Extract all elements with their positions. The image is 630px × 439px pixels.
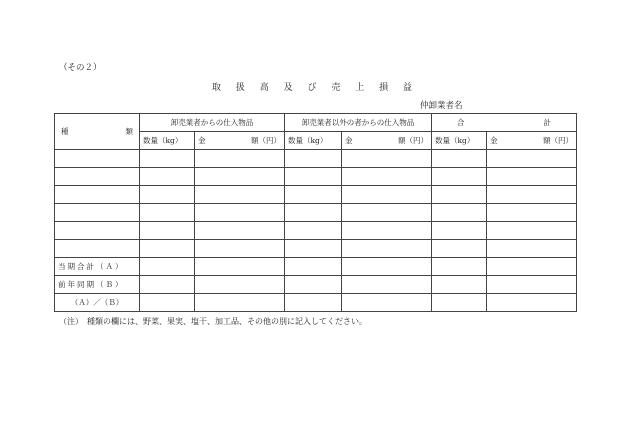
summary-row-ratio: [55, 294, 577, 312]
amount-header: 金 額（円）: [487, 132, 577, 150]
kind-header: 種 類: [55, 114, 140, 150]
page-label: （その２）: [59, 63, 102, 73]
summary-label: 当期合計（Ａ）: [55, 258, 140, 276]
group-header-wholesaler: 卸売業者からの仕入物品: [140, 114, 285, 132]
kind-cell[interactable]: [55, 186, 140, 204]
quantity-header: 数量（kg）: [285, 132, 342, 150]
table-row: [55, 168, 577, 186]
kind-cell[interactable]: [55, 168, 140, 186]
kind-cell[interactable]: [55, 222, 140, 240]
table-row: [55, 186, 577, 204]
table-row: [55, 204, 577, 222]
sales-ledger-table: [54, 113, 577, 312]
document-title: 取 扱 高 及 び 売 上 損 益: [212, 83, 418, 93]
group-header-non-wholesaler: 卸売業者以外の者からの仕入物品: [285, 114, 432, 132]
amount-header: 金 額（円）: [195, 132, 285, 150]
table-row: [55, 150, 577, 168]
kind-cell[interactable]: [55, 240, 140, 258]
quantity-header: 数量（kg）: [140, 132, 195, 150]
broker-name-label: 仲卸業者名: [420, 101, 463, 111]
summary-label: （Ａ）／（Ｂ）: [55, 294, 140, 312]
amount-header: 金 額（円）: [342, 132, 432, 150]
summary-label: 前年同期（Ｂ）: [55, 276, 140, 294]
group-header-total: 合 計: [432, 114, 577, 132]
quantity-header: 数量（kg）: [432, 132, 487, 150]
summary-row-previous: [55, 276, 577, 294]
table-row: [55, 240, 577, 258]
footnote: （注） 種類の欄には、野菜、果実、塩干、加工品、その他の別に記入してください。: [59, 317, 367, 326]
kind-cell[interactable]: [55, 150, 140, 168]
table-row: [55, 222, 577, 240]
summary-row-current: [55, 258, 577, 276]
kind-cell[interactable]: [55, 204, 140, 222]
